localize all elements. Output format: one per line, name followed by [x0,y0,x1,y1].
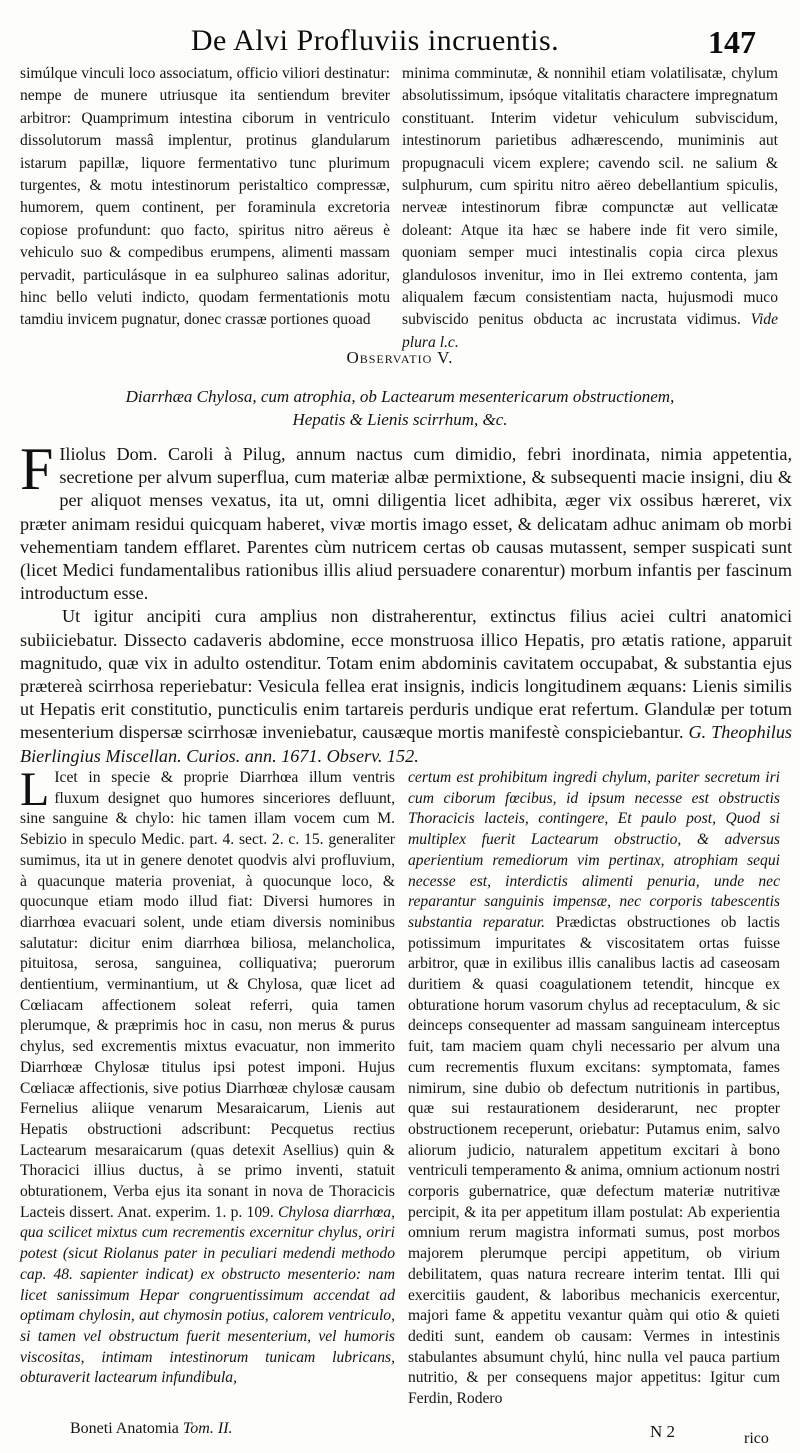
observation-subtitle-line-1: Diarrhæa Chylosa, cum atrophia, ob Lactearum mesentericarum obstructionem, [125,387,675,406]
footer-tome: Tom. II. [182,1420,233,1437]
page-number: 147 [708,24,756,60]
catchword: rico [744,1430,769,1447]
page-footer [0,1420,800,1450]
bottom-left-text: Icet in specie & proprie Diarrhœa illum ventris fluxum designet quo humores sinceriores defluunt, sine sanguine & chylo: hic tamen illam vocem cum M. Sebizio in speculo Medic. part. 4. sect. 2. c. 15. generaliter sumimus, ita ut in genere denotet quodvis alvi profluvium, à quacunque materia proveniat, à quocunque loco, & quocunque etiam modo illud fiat: Diversi humores in diarrhœa evacuari solent, unde etiam diversis nominibus salutatur: dicitur enim diarrhœa biliosa, melancholica, pituitosa, serosa, sanguinea, colliquativa; puerorum dentientium, verminantium, ut & Chylosa, quæ licet ad Cœliacam affectionem soleat referri, quia tamen plerumque, & præprimis hoc in casu, non merus & purus chylus, sed excrementis mixtus evacuatur, non immerito Diarrhœæ Chylosæ titulus ipsi potest imponi. Hujus Cœliacæ affectionis, sive potius Diarrhœæ chylosæ causam Fernelius aliique venarum Mesaraicarum, Lienis aut Hepatis obstructioni adscribunt: Pecquetus rectius Lactearum mesaraicarum (quas detexit Asellius) quin & Thoracici illius ductus, à se primo inventi, statuit obturationem, Verba ejus ita sonant in nova de Thoracicis Lacteis dissert. Anat. experim. 1. p. 109. [20,769,395,1221]
drop-cap-f: F [20,436,54,502]
signature-mark: N 2 [650,1422,676,1441]
observation-subtitle-line-2: Hepatis & Lienis scirrhum, &c. [292,410,508,429]
bottom-left-paragraph [20,763,395,1389]
pecquetus-quotation-continued: certum est prohibitum ingredi chylum, pariter secretum iri cum ciborum fœcibus, id ipsum necesse est obstructis Thoracicis lacteis, contingere, Et paulo post, Quod si multiplex fuerit Lactearum obstructio, & adversus aperientium remediorum vim pertinax, atrophiam sequi necesse est, interdictis alimenti penuria, unde nec reparantur sanguinis impensæ, nec corporis tabescentis substantia reparatur. [408,769,780,931]
observation-paragraph-2-text: Ut igitur ancipiti cura amplius non distraherentur, extinctus filius aciei cultri anatomici subiiciebatur. Dissecto cadaveris abdomine, ecce monstruosa illico Hepatis, pro ætatis ratione, apparuit magnitudo, quæ vix in adulto ostenditur. Totam enim abdominis cavitatem occupabat, & substantia ejus prætereà scirrhosa reperiebatur: Vesicula fellea erat insignis, indicis longitudinem æquans: Lienis similis ut Hepatis erit constitutio, puncticulis enim tartareis perduris undique erat refertum. Glandulæ per totum mesenterium dispersæ scirrhosæ inveniebatur, causæque mortis manifestè conspiciebantur. [20,606,792,743]
top-left-text: simúlque vinculi loco associatum, officio viliori destinatur: nempe de munere utriusque ita sentiendum breviter arbitror: Quamprimum intestina ciborum in ventriculo dissolutorum massâ implentur, protinus glandularum istarum papillæ, liquore fermentativo tunc plurimum turgentes, & motu intestinorum peristaltico compressæ, humorem, quem continent, per foraminula excretoria copiose profundunt: quo facto, spiritus nitro aëreus è vehiculo suo & compedibus erumpens, alimenti massam pervadit, particulásque in ea sulphureo salinas adoritur, hinc bello veluti indicto, quodam fermentationis motu tamdiu invicem pugnatur, donec crassæ portiones quoad [20,65,390,329]
observation-citation: G. Theophilus Bierlingius Miscellan. Curios. ann. 1671. Observ. 152. [20,722,792,766]
bottom-right-text: Prædictas obstructiones ob lactis potissimum impuritates & viscositatem ortas fuisse arbitror, quæ in exilibus illis canalibus lactis ad caseosam duritiem & quasi coagulationem tetendit, hincque ex obturatione horum vasorum chylus ad receptaculum, & sic deinceps consequenter ad massam sanguineam interceptus fuit, tam maciem quam chyli necessario per alvum una cum recrementis fluxum excitans: symptomata, fames nimirum, sine dubio ob defectum nutritionis in partibus, quæ sui restaurationem desiderarunt, nec propter obstructionem receperunt, oriebatur: Putamus enim, salvo aliorum judicio, naturalem appetitum excitari à bono ventriculi temperamento & anima, omnium actionum nostri corporis gubernatrice, quæ defectum materiæ nutritivæ percipit, & ita per appetitum illam postulat: Ab experientia omnium rerum magistra informati sumus, post morbos majorem plerumque percipi appetitum, ob virium debilitatem, quas natura recreare interim tentat. Illi qui exercitiis gaudent, & laboribus mechanicis exercentur, majori fame & appetitu vexantur quàm qui otio & quieti dediti sunt, eandem ob causam: Vermes in intestinis stabulantes absumunt chylú, hinc nulla vel pauca partium nutritio, & per consequens major appetitus: Igitur cum Ferdin, Rodero [408,913,780,1408]
observation-subtitle [60,385,740,431]
bottom-right-paragraph [408,768,780,1410]
drop-cap-l: L [20,763,50,816]
reference-note: Vide plura l.c. [402,311,778,351]
running-title: De Alvi Profluviis incruentis. [190,24,560,57]
observation-body [20,436,792,766]
observation-paragraph-1 [20,436,792,605]
observation-heading: Observatio V. [346,348,454,367]
page-header [0,14,800,66]
top-right-text: minima comminutæ, & nonnihil etiam volatilisatæ, chylum absolutissimum, ipsóque vitalitatis charactere impregnatum constituant. Interim videtur vehiculum subviscidum, intestinorum parietibus adhærescendo, muniminis aut propugnaculi vicem explere; cavendo scil. ne salium & sulphurum, cum spiritu nitro aëreo debellantium spiculis, nerveæ intestinorum fibræ compunctæ aut vellicatæ doleant: Atque ita hæc se habere inde fit vero simile, quoniam semper muci intestinalis copia circa plexus glandulosos invenitur, imo in Ilei extremo contenta, jam aliqualem fæcum consistentiam nacta, hujusmodi muco subviscido penitus obducta ac incrustata vidimus. [402,65,778,329]
top-left-column [20,63,390,338]
observation-paragraph-2 [20,605,792,767]
pecquetus-quotation: Chylosa diarrhœa, qua scilicet mixtus cum recrementis excernitur chylus, oriri potest (sicut Riolanus pater in peculiari medendi methodo cap. 48. sapienter indicat) ex obstructo mesenterio: nam licet sanissimum Hepar congruentissimum accendat ad optimam chylosin, aut chymosin potius, calorem ventriculo, si tamen vel obstructum fuerit mesenterium, vel humoris viscositas, intimam intestinorum tunicam lubricans, obturaverit lactearum infundibula, [20,1203,395,1387]
footer-book: Boneti Anatomia [70,1420,179,1437]
bottom-left-column [20,763,395,1418]
footer-book-title [70,1420,233,1438]
observation-paragraph-1-text: Iliolus Dom. Caroli à Pilug, annum nactus cum dimidio, febri inordinata, nimia appetentia, secretione per alvum superflua, cum materiæ albæ permixtione, & subsequenti macie insigni, diu & per aliquot menses vexatus, ita ut, omni diligentia licet adhibita, æger vix ossibus hæreret, vix præter animam residui quicquam haberet, vivæ mortis imago esset, & delicatam adhuc animam ob morbi vehementiam tandem efflaret. Parentes cùm nutricem certas ob causas mutassent, semper suspicati sunt (licet Medici fundamentalibus rationibus illis aliud persuadere conarentur) morbum infantis per fascinum introductum esse. [20,444,792,604]
top-right-paragraph [402,63,778,354]
top-right-column [402,63,778,351]
bottom-right-column [408,768,780,1418]
